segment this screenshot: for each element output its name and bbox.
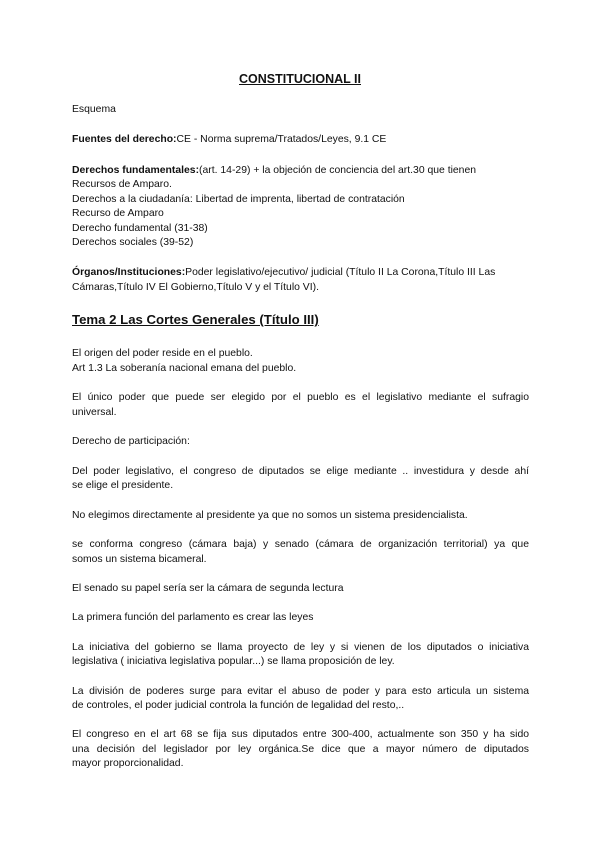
fuentes-text: CE - Norma suprema/Tratados/Leyes, 9.1 CE [176,134,387,145]
paragraph-4-line-1: Del poder legislativo, el congreso de diputados se elige mediante .. investidura y desde ahí [72,466,529,477]
paragraph-9-line-2: legislativa ( iniciativa legislativa popular...) se llama proposición de ley. [72,656,395,667]
paragraph-3: Derecho de participación: [72,436,190,447]
derechos-line [72,164,529,178]
derechos-text: (art. 14-29) + la objeción de conciencia del art.30 que tienen [199,165,477,176]
derechos-line-1: Recursos de Amparo. [72,179,172,190]
paragraph-11-line-3: mayor proporcionalidad. [72,758,184,769]
paragraph-1-line-2: Art 1.3 La soberanía nacional emana del pueblo. [72,363,297,374]
organos-text-1: Poder legislativo/ejecutivo/ judicial (Título II La Corona,Título III Las [185,267,496,278]
fuentes-label: Fuentes del derecho: [72,134,177,145]
paragraph-9-line-1: La iniciativa del gobierno se llama proyecto de ley y si vienen de los diputados o iniciativa [72,642,529,653]
esquema-label: Esquema [72,104,116,115]
paragraph-6-line-1: se conforma congreso (cámara baja) y senado (cámara de organización territorial) ya que [72,539,529,550]
derechos-line-2: Derechos a la ciudadanía: Libertad de imprenta, libertad de contratación [72,194,405,205]
document-title: CONSTITUCIONAL II [239,72,361,86]
paragraph-11-line-1: El congreso en el art 68 se fija sus diputados entre 300-400, actualmente son 350 y ha sido [72,729,529,740]
derechos-label: Derechos fundamentales: [72,165,200,176]
paragraph-6-line-2: somos un sistema bicameral. [72,554,207,565]
tema-heading: Tema 2 Las Cortes Generales (Título III) [72,312,319,327]
paragraph-5: No elegimos directamente al presidente ya que no somos un sistema presidencialista. [72,510,468,521]
paragraph-11-line-2: una decisión del legislador por ley orgánica.Se dice que a mayor número de diputados [72,744,529,755]
fuentes-line [72,133,529,147]
paragraph-4-line-2: se elige el presidente. [72,480,174,491]
paragraph-7: El senado su papel sería ser la cámara de segunda lectura [72,583,344,594]
derechos-line-4: Derecho fundamental (31-38) [72,223,208,234]
paragraph-10-line-1: La división de poderes surge para evitar el abuso de poder y para esto articula un sistema [72,686,529,697]
paragraph-2-line-2: universal. [72,407,117,418]
paragraph-8: La primera función del parlamento es crear las leyes [72,612,314,623]
organos-label: Órganos/Instituciones: [72,267,186,278]
organos-line-2: Cámaras,Título IV El Gobierno,Título V y el Título VI). [72,282,319,293]
derechos-line-5: Derechos sociales (39-52) [72,237,194,248]
paragraph-1-line-1: El origen del poder reside en el pueblo. [72,348,253,359]
paragraph-2-line-1: El único poder que puede ser elegido por el pueblo es el legislativo mediante el sufragio [72,392,529,403]
organos-line-1 [72,266,529,280]
paragraph-10-line-2: de controles, el poder judicial controla la función de legalidad del resto,.. [72,700,405,711]
derechos-line-3: Recurso de Amparo [72,208,164,219]
